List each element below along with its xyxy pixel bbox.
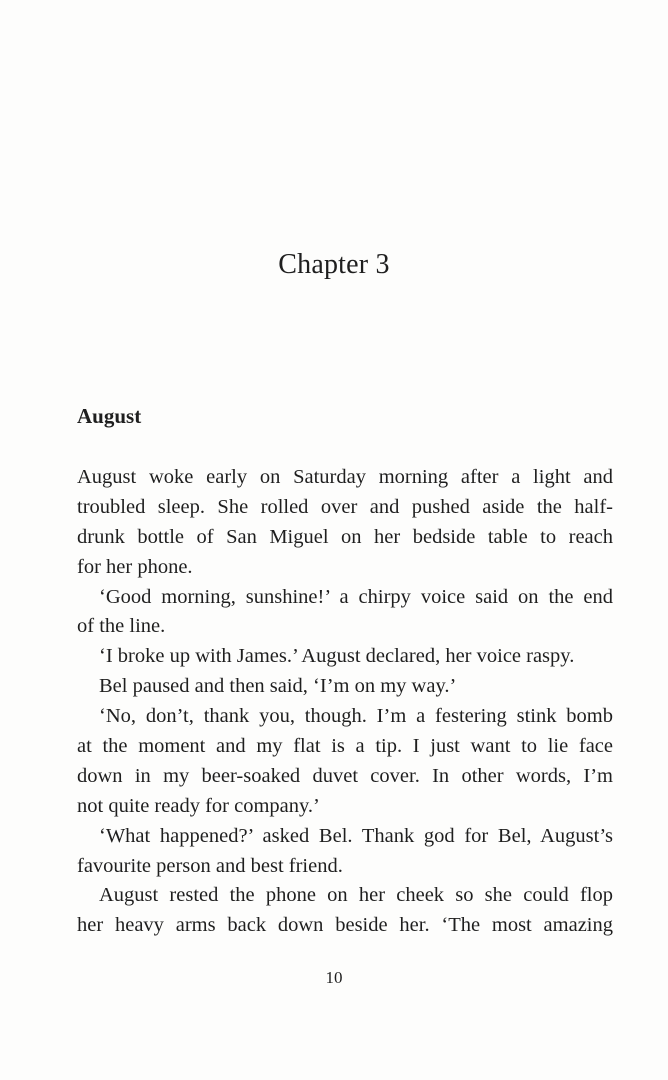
- text-line: troubled sleep. She rolled over and pushed aside the half-: [77, 495, 613, 518]
- body-text: [77, 463, 613, 941]
- text-line: ‘No, don’t, thank you, though. I’m a festering stink bomb: [99, 705, 613, 728]
- text-line: drunk bottle of San Miguel on her bedside table to reach: [77, 525, 613, 548]
- text-line: August woke early on Saturday morning after a light and: [77, 466, 613, 488]
- text-line: August rested the phone on her cheek so she could flop: [99, 884, 613, 907]
- text-line: ‘Good morning, sunshine!’ a chirpy voice said on the end: [99, 585, 613, 608]
- text-line: Bel paused and then said, ‘I’m on my way.’: [99, 675, 457, 698]
- text-line: ‘What happened?’ asked Bel. Thank god for Bel, August’s: [99, 824, 613, 847]
- chapter-title: Chapter 3: [278, 249, 390, 280]
- text-line: her heavy arms back down beside her. ‘The most amazing: [77, 914, 613, 937]
- text-line: favourite person and best friend.: [77, 854, 343, 877]
- text-line: of the line.: [77, 615, 166, 638]
- text-line: for her phone.: [77, 555, 193, 578]
- section-heading: August: [77, 404, 142, 428]
- text-line: ‘I broke up with James.’ August declared, her voice raspy.: [99, 645, 575, 668]
- page-number: 10: [325, 968, 343, 987]
- text-line: at the moment and my flat is a tip. I just want to lie face: [77, 735, 613, 758]
- text-line: down in my beer-soaked duvet cover. In other words, I’m: [77, 764, 613, 787]
- text-line: not quite ready for company.’: [77, 794, 320, 817]
